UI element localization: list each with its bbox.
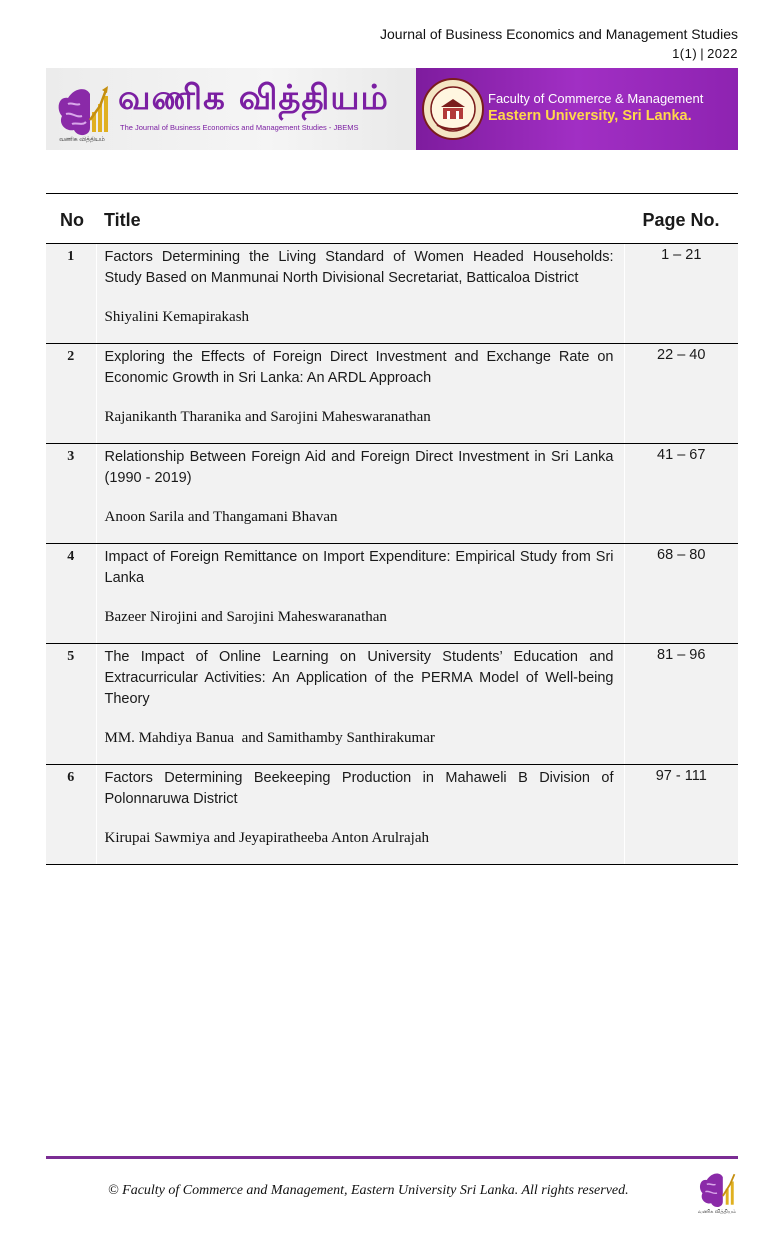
article-authors: Kirupai Sawmiya and Jeyapiratheeba Anton Arulrajah <box>104 830 429 846</box>
page-range: 1 – 21 <box>624 244 738 344</box>
faculty-name: Faculty of Commerce & Management <box>488 91 704 106</box>
article-title: The Impact of Online Learning on University Students’ Education and Extracurricular Activities: An Application of the PERMA Model of Well-being Theory <box>104 649 614 707</box>
article-title: Factors Determining the Living Standard of Women Headed Households: Study Based on Manmunai North Divisional Secretariat, Batticaloa District <box>104 249 614 286</box>
row-title-cell <box>96 644 624 765</box>
row-title-cell <box>96 244 624 344</box>
row-title-cell <box>96 344 624 444</box>
footer-copyright: © Faculty of Commerce and Management, Eastern University Sri Lanka. All rights reserved. <box>108 1183 629 1198</box>
article-title: Exploring the Effects of Foreign Direct Investment and Exchange Rate on Economic Growth in Sri Lanka: An ARDL Approach <box>104 349 614 386</box>
separator: | <box>700 46 705 61</box>
table-row <box>46 444 738 544</box>
journal-name: Journal of Business Economics and Management Studies <box>380 26 738 42</box>
table-row <box>46 544 738 644</box>
article-title: Relationship Between Foreign Aid and Foreign Direct Investment in Sri Lanka (1990 - 2019) <box>104 449 614 486</box>
article-authors: Rajanikanth Tharanika and Sarojini Maheswaranathan <box>104 409 431 425</box>
page-range: 68 – 80 <box>624 544 738 644</box>
table-header-row <box>46 194 738 244</box>
banner-right <box>416 68 738 150</box>
page-range: 97 - 111 <box>624 765 738 865</box>
journal-subtitle: The Journal of Business Economics and Management Studies - JBEMS <box>120 123 359 132</box>
article-authors: Bazeer Nirojini and Sarojini Maheswaranathan <box>104 609 387 625</box>
university-seal-icon <box>421 77 485 141</box>
footer-divider <box>46 1156 738 1159</box>
volume-issue: 1(1) <box>672 46 698 61</box>
banner-left <box>46 68 416 150</box>
row-number: 1 <box>46 244 96 344</box>
contents-table <box>46 193 738 865</box>
brain-logo-icon <box>54 76 110 142</box>
page-range: 81 – 96 <box>624 644 738 765</box>
article-title: Impact of Foreign Remittance on Import Expenditure: Empirical Study from Sri Lanka <box>104 549 614 586</box>
row-title-cell <box>96 544 624 644</box>
journal-banner <box>46 68 738 150</box>
row-number: 5 <box>46 644 96 765</box>
table-row <box>46 644 738 765</box>
article-title: Factors Determining Beekeeping Production in Mahaweli B Division of Polonnaruwa District <box>104 770 614 807</box>
page-range: 22 – 40 <box>624 344 738 444</box>
footer-logo-caption: வணிக வித்தியம் <box>697 1209 737 1215</box>
table-row <box>46 244 738 344</box>
table-row <box>46 344 738 444</box>
header-title: Title <box>96 194 624 244</box>
row-number: 4 <box>46 544 96 644</box>
row-number: 2 <box>46 344 96 444</box>
row-number: 6 <box>46 765 96 865</box>
row-title-cell <box>96 444 624 544</box>
year: 2022 <box>707 46 738 61</box>
header-page: Page No. <box>624 194 738 244</box>
row-title-cell <box>96 765 624 865</box>
university-name: Eastern University, Sri Lanka. <box>488 108 692 124</box>
article-authors: Anoon Sarila and Thangamani Bhavan <box>104 509 338 525</box>
banner-logo-caption: வணிக வித்தியம் <box>59 137 105 143</box>
table-row <box>46 765 738 865</box>
row-number: 3 <box>46 444 96 544</box>
volume-issue-year <box>672 46 738 61</box>
page-range: 41 – 67 <box>624 444 738 544</box>
article-authors: Shiyalini Kemapirakash <box>104 309 250 325</box>
article-authors: MM. Mahdiya Banua and Samithamby Santhirakumar <box>104 730 435 746</box>
header-no: No <box>46 194 96 244</box>
footer-brain-logo-icon <box>696 1164 738 1212</box>
journal-tamil-title: வணிக வித்தியம் <box>118 78 389 118</box>
